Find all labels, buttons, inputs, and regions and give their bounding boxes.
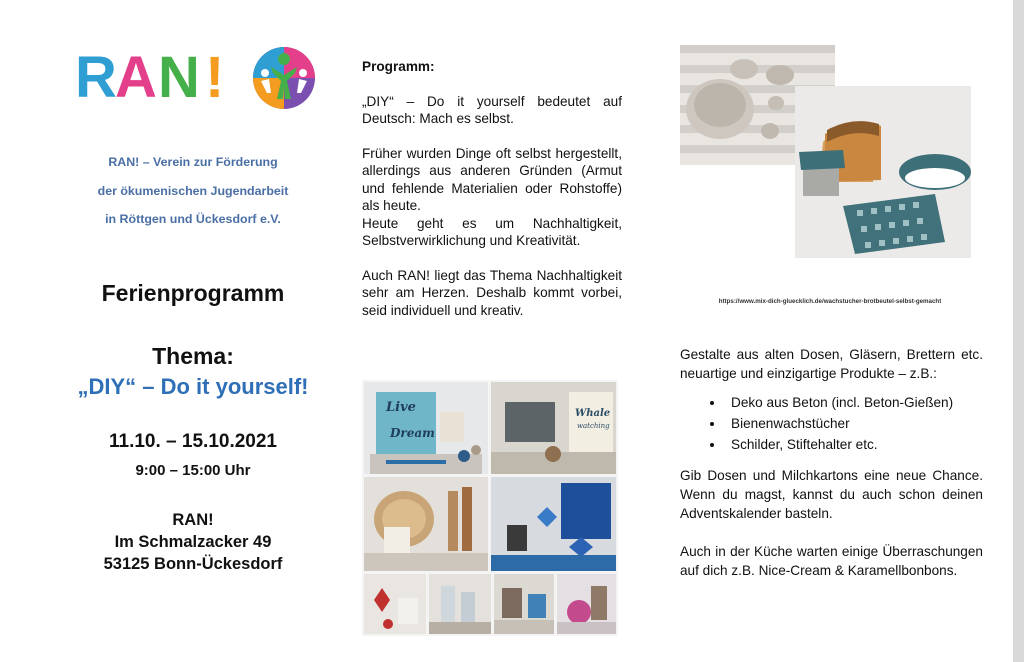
ran-logo xyxy=(75,43,325,113)
right-text-section xyxy=(680,345,983,580)
sign-text-live: Live xyxy=(386,400,416,415)
address-city: 53125 Bonn-Ückesdorf xyxy=(103,555,283,573)
right-paragraph-3: Auch in der Küche warten einige Überraschungen auf dich z.B. Nice-Cream & Karamellbonbons. xyxy=(680,544,983,578)
programm-paragraph-2a: Früher wurden Dinge oft selbst hergestellt, allerdings aus anderen Gründen (Armut und fehlende Materialien oder Rohstoffe) als heute. xyxy=(362,145,622,213)
diy-photo-collage xyxy=(362,380,618,636)
collage-photo-whale xyxy=(491,382,616,474)
event-times: 9:00 – 15:00 Uhr xyxy=(135,462,251,479)
list-item: • Bienenwachstücher xyxy=(725,414,983,433)
list-item: • Deko aus Beton (incl. Beton-Gießen) xyxy=(725,393,983,412)
logo-letter-r: R xyxy=(75,45,118,110)
right-intro: Gestalte aus alten Dosen, Gläsern, Brettern etc. neuartige und einzigartige Produkte – z.B.: xyxy=(680,347,983,381)
page-title: Ferienprogramm xyxy=(101,280,285,306)
address-block xyxy=(60,509,326,575)
thema-value: „DIY“ – Do it yourself! xyxy=(77,374,309,399)
product-list xyxy=(680,393,983,454)
org-line-3: in Röttgen und Ückesdorf e.V. xyxy=(105,212,281,226)
collage-photo-sign xyxy=(364,382,488,474)
list-item: • Schilder, Stiftehalter etc. xyxy=(725,435,983,454)
event-dates: 11.10. – 15.10.2021 xyxy=(109,431,277,452)
sign-text-dream: Dream xyxy=(390,426,435,440)
page-edge xyxy=(1013,0,1024,662)
logo-letter-exclaim: ! xyxy=(205,45,226,110)
collage-photo-red-deco xyxy=(364,574,426,634)
collage-photo-pink-deco xyxy=(557,574,616,634)
collage-photo-glasses xyxy=(429,574,491,634)
organization-name xyxy=(80,148,306,234)
sign-text-watching: watching xyxy=(577,422,610,430)
collage-photo-blue-crafts xyxy=(491,477,616,571)
right-paragraph-2: Gib Dosen und Milchkartons eine neue Chance. Wenn du magst, kannst du auch schon deinen Adventskalender basteln. xyxy=(680,468,983,521)
thema-label: Thema: xyxy=(152,343,234,369)
people-circle-icon xyxy=(251,45,317,111)
sign-text-whale: Whale xyxy=(575,408,611,419)
photo-source-url[interactable]: https://www.mix-dich-gluecklich.de/wachstucher-brotbeutel-selbst-gemacht xyxy=(718,298,942,305)
collage-photo-wood xyxy=(364,477,488,571)
programm-paragraph-1: „DIY“ – Do it yourself bedeutet auf Deutsch: Mach es selbst. xyxy=(362,93,622,126)
logo-letter-a: A xyxy=(115,45,158,110)
org-line-2: der ökumenischen Jugendarbeit xyxy=(97,183,289,198)
address-name: RAN! xyxy=(172,511,214,529)
programm-heading: Programm: xyxy=(362,59,435,74)
programm-paragraph-2b: Heute geht es um Nachhaltigkeit, Selbstverwirklichung und Kreativität. xyxy=(362,215,622,248)
programm-section xyxy=(362,58,622,336)
photo-beeswax-wraps xyxy=(795,86,971,258)
org-line-1: RAN! – Verein zur Förderung xyxy=(108,155,278,169)
logo-letter-n: N xyxy=(158,45,201,110)
spacer xyxy=(680,523,983,542)
address-street: Im Schmalzacker 49 xyxy=(114,533,272,551)
programm-paragraph-3: Auch RAN! liegt das Thema Nachhaltigkeit sehr am Herzen. Deshalb kommt vorbei, seid individuell und kreativ. xyxy=(362,267,622,318)
collage-photo-tools xyxy=(494,574,554,634)
